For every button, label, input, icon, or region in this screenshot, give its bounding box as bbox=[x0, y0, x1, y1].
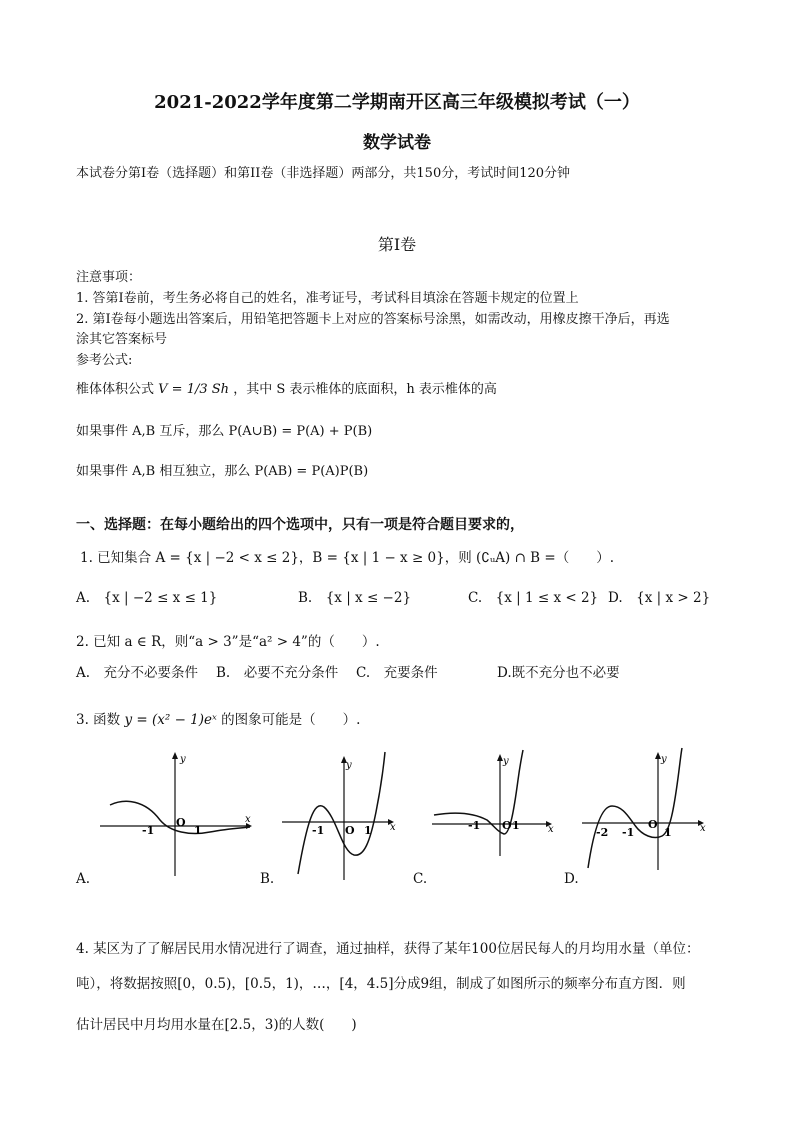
graph-d-y-label: y bbox=[661, 754, 667, 765]
graph-c-x-label: x bbox=[548, 824, 554, 835]
formula-pyramid-suffix: ，其中 S 表示椎体的底面积，h 表示椎体的高 bbox=[233, 382, 497, 397]
formula-pyramid-expression: V = 1/3 Sh bbox=[158, 382, 230, 397]
graph-d-x-label: x bbox=[700, 823, 706, 834]
graph-a-x-label: x bbox=[245, 814, 251, 825]
graph-a-label: A. bbox=[76, 871, 91, 887]
graph-c bbox=[432, 750, 562, 860]
question-1-option-c: C. {x | 1 ≤ x < 2} bbox=[468, 590, 599, 606]
formula-independent: 如果事件 A,B 相互独立，那么 P(AB) = P(A)P(B) bbox=[76, 464, 369, 479]
graph-b-origin: O bbox=[345, 824, 355, 837]
graph-d-label: D. bbox=[564, 871, 579, 887]
question-3-formula: y = (x² − 1)eˣ bbox=[124, 712, 217, 728]
question-2-option-d: D.既不充分也不必要 bbox=[497, 665, 620, 681]
question-4-line-1: 4. 某区为了了解居民用水情况进行了调查，通过抽样，获得了某年100位居民每人的月均用水量（单位： bbox=[76, 941, 700, 957]
graph-a-y-label: y bbox=[180, 754, 186, 765]
question-1-option-d: D. {x | x > 2} bbox=[608, 590, 711, 606]
graph-a-pos-one: 1 bbox=[194, 824, 202, 837]
question-1-option-a: A. {x | −2 ≤ x ≤ 1} bbox=[76, 590, 218, 606]
formula-exclusive: 如果事件 A,B 互斥，那么 P(A∪B) = P(A) + P(B) bbox=[76, 424, 373, 439]
notes-item-2a: 2. 第I卷每小题选出答案后，用铅笔把答题卡上对应的答案标号涂黑，如需改动，用橡皮擦干净后，再选 bbox=[76, 312, 670, 327]
notes-item-1: 1. 答第I卷前，考生务必将自己的姓名，准考证号，考试科目填涂在答题卡规定的位置上 bbox=[76, 291, 579, 306]
question-1-option-b: B. {x | x ≤ −2} bbox=[298, 590, 412, 606]
graph-d-origin: O bbox=[648, 818, 658, 831]
graph-a-neg-one: -1 bbox=[142, 824, 155, 837]
formula-pyramid-prefix: 椎体体积公式 bbox=[76, 382, 155, 397]
graph-c-origin: O bbox=[502, 819, 512, 832]
notes-item-2b: 涂其它答案标号 bbox=[76, 332, 168, 347]
question-3-stem bbox=[76, 708, 360, 728]
graph-c-label: C. bbox=[413, 871, 428, 887]
question-3-prefix: 3. 函数 bbox=[76, 712, 121, 728]
part-title: 第I卷 bbox=[377, 235, 417, 254]
graph-d-neg-two: -2 bbox=[596, 826, 609, 839]
question-2-option-b: B. 必要不充分条件 bbox=[216, 665, 339, 681]
exam-title: 2021-2022学年度第二学期南开区高三年级模拟考试（一） bbox=[154, 92, 640, 113]
question-3-suffix: 的图象可能是（ ）. bbox=[221, 712, 361, 728]
graph-b-x-label: x bbox=[390, 822, 396, 833]
question-2-option-c: C. 充要条件 bbox=[356, 665, 438, 681]
section-1-heading: 一、选择题：在每小题给出的四个选项中，只有一项是符合题目要求的， bbox=[76, 517, 524, 533]
graph-d bbox=[582, 748, 712, 873]
question-1-stem: 1. 已知集合 A = {x | −2 < x ≤ 2}，B = {x | 1 − x ≥ 0}，则 (∁ᵤA) ∩ B =（ ）. bbox=[80, 550, 614, 566]
question-4-line-2: 吨），将数据按照[0，0.5)，[0.5，1)，…，[4，4.5]分成9组，制成了如图所示的频率分布直方图．则 bbox=[76, 976, 686, 992]
graph-a-origin: O bbox=[176, 816, 186, 829]
graph-d-neg-one: -1 bbox=[622, 826, 635, 839]
formulas-heading: 参考公式: bbox=[76, 353, 133, 368]
exam-subtitle: 数学试卷 bbox=[363, 133, 431, 153]
graph-b-label: B. bbox=[260, 871, 275, 887]
graph-c-neg-one: -1 bbox=[468, 819, 481, 832]
graph-b-pos-one: 1 bbox=[364, 824, 372, 837]
question-2-stem: 2. 已知 a ∈ R，则“a > 3”是“a² > 4”的（ ）. bbox=[76, 634, 380, 650]
graph-d-pos-one: 1 bbox=[664, 826, 672, 839]
formula-pyramid bbox=[76, 378, 497, 397]
graph-a bbox=[100, 748, 260, 878]
graph-b-neg-one: -1 bbox=[312, 824, 325, 837]
graph-c-pos-one: 1 bbox=[512, 819, 520, 832]
question-4-line-3: 估计居民中月均用水量在[2.5，3)的人数( ) bbox=[76, 1017, 357, 1033]
graph-b bbox=[282, 752, 402, 882]
exam-intro: 本试卷分第I卷（选择题）和第II卷（非选择题）两部分，共150分，考试时间120分钟 bbox=[76, 166, 571, 181]
question-2-option-a: A. 充分不必要条件 bbox=[76, 665, 199, 681]
graph-b-y-label: y bbox=[346, 760, 352, 771]
graph-c-y-label: y bbox=[503, 756, 509, 767]
notes-heading: 注意事项： bbox=[76, 270, 142, 285]
